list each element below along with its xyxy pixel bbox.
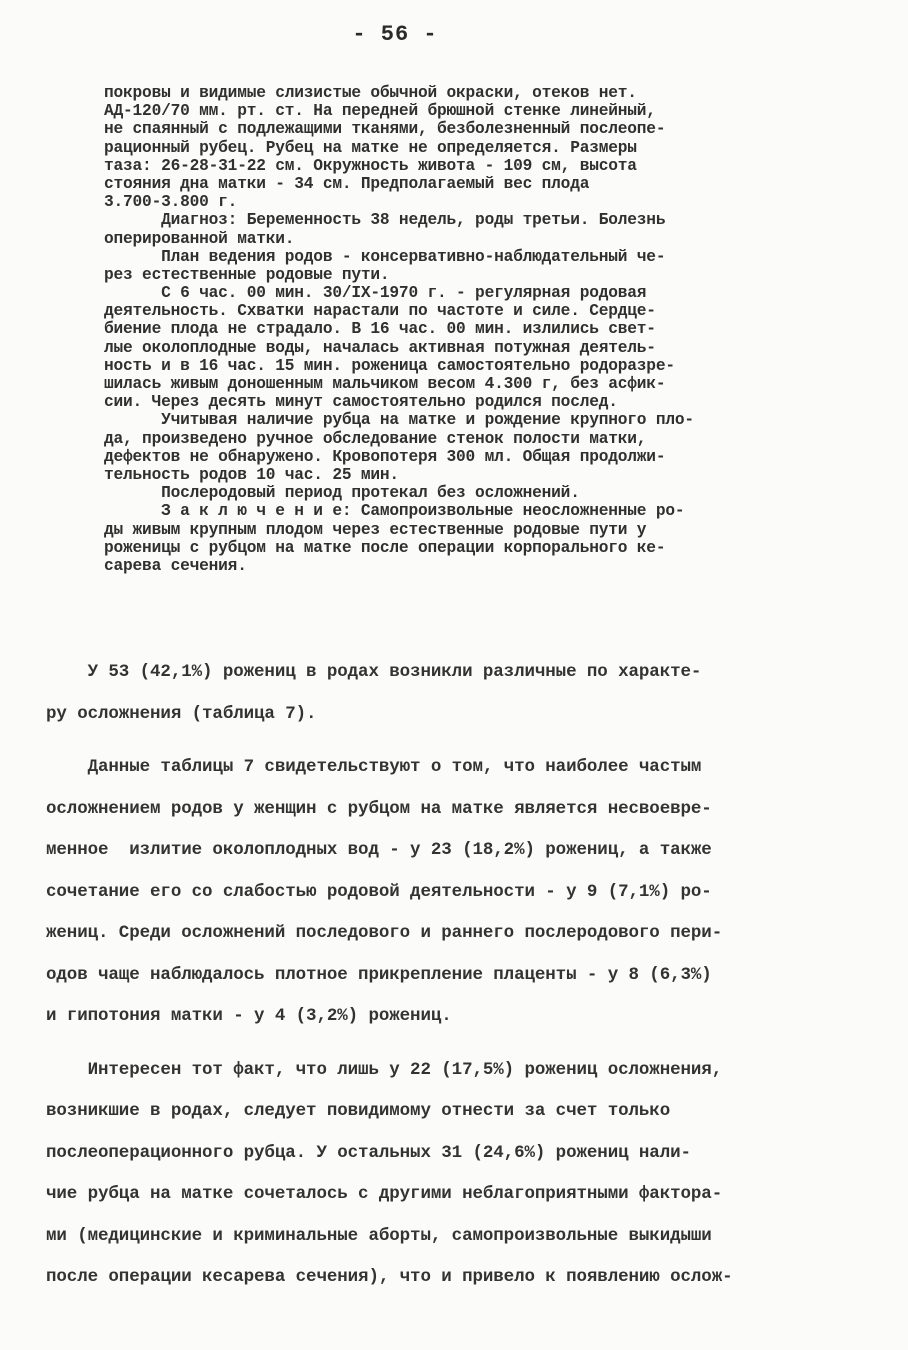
body-line: ми (медицинские и криминальные аборты, самопроизвольные выкидыши (46, 1225, 712, 1246)
body-line: У 53 (42,1%) рожениц в родах возникли различные по характе- (46, 662, 702, 682)
body-line: ру осложнения (таблица 7). (46, 703, 317, 724)
case-line: рационный рубец. Рубец на матке не определяется. Размеры (104, 138, 637, 157)
case-line: да, произведено ручное обследование стенок полости матки, (104, 429, 647, 448)
body-line: сочетание его со слабостью родовой деятельности - у 9 (7,1%) ро- (46, 881, 712, 902)
body-line: одов чаще наблюдалось плотное прикрепление плаценты - у 8 (6,3%) (46, 964, 712, 985)
case-line: лые околоплодные воды, началась активная потужная деятель- (104, 338, 656, 357)
case-line: С 6 час. 00 мин. 30/IX-1970 г. - регулярная родовая (104, 284, 647, 303)
case-line: Учитывая наличие рубца на матке и рождение крупного пло- (104, 411, 694, 430)
case-line: оперированной матки. (104, 229, 295, 248)
case-line: стояния дна матки - 34 см. Предполагаемый вес плода (104, 174, 590, 193)
case-line: покровы и видимые слизистые обычной окраски, отеков нет. (104, 84, 637, 102)
case-line: дефектов не обнаружено. Кровопотеря 300 мл. Общая продолжи- (104, 447, 666, 466)
body-line: чие рубца на матке сочеталось с другими неблагоприятными фактора- (46, 1184, 723, 1204)
case-line: роженицы с рубцом на матке после операции корпорального ке- (104, 538, 666, 557)
case-line: деятельность. Схватки нарастали по частоте и силе. Сердце- (104, 302, 656, 321)
case-line: не спаянный с подлежащими тканями, безболезненный послеопе- (104, 120, 666, 139)
body-line: менное излитие околоплодных вод - у 23 (18,2%) рожениц, а также (46, 840, 712, 860)
body-line: после операции кесарева сечения), что и привело к появлению ослож- (46, 1267, 733, 1287)
case-line: Послеродовый период протекал без осложнений. (104, 484, 580, 503)
conclusion-line: З а к л ю ч е н и е: Самопроизвольные неосложненные ро- (104, 502, 685, 521)
body-line: послеоперационного рубца. У остальных 31 (24,6%) рожениц нали- (46, 1142, 691, 1163)
body-line: возникшие в родах, следует повидимому отнести за счет только (46, 1101, 671, 1121)
body-line: и гипотония матки - у 4 (3,2%) рожениц. (46, 1006, 452, 1026)
page-number: - 56 - (352, 22, 438, 47)
case-line: ность и в 16 час. 15 мин. роженица самостоятельно родоразре- (104, 356, 675, 375)
case-line: тельность родов 10 час. 25 мин. (104, 465, 399, 484)
diagnosis-line: Диагноз: Беременность 38 недель, роды третьи. Болезнь (104, 211, 666, 230)
plan-line: План ведения родов - консервативно-наблюдательный че- (104, 247, 666, 266)
case-line: 3.700-3.800 г. (104, 193, 238, 212)
case-line: ды живым крупным плодом через естественные родовые пути у (104, 520, 647, 539)
case-line: биение плода не страдало. В 16 час. 00 мин. излились свет- (104, 320, 656, 339)
body-line: Интересен тот факт, что лишь у 22 (17,5%) рожениц осложнения, (46, 1059, 723, 1080)
case-line: шилась живым доношенным мальчиком весом 4.300 г, без асфик- (104, 375, 666, 393)
body-line: осложнением родов у женщин с рубцом на матке является несвоевре- (46, 798, 712, 819)
case-line: сарева сечения. (104, 556, 247, 575)
body-line: Данные таблицы 7 свидетельствуют о том, что наиболее частым (46, 757, 702, 777)
case-line: рез естественные родовые пути. (104, 265, 390, 284)
case-line: АД-120/70 мм. рт. ст. На передней брюшной стенке линейный, (104, 102, 656, 121)
body-line: жениц. Среди осложнений последового и раннего послеродового пери- (46, 923, 723, 943)
case-line: сии. Через десять минут самостоятельно родился послед. (104, 393, 618, 412)
body-text-block (46, 652, 866, 1299)
case-history-block (104, 84, 834, 575)
case-line: таза: 26-28-31-22 см. Окружность живота - 109 см, высота (104, 156, 637, 175)
